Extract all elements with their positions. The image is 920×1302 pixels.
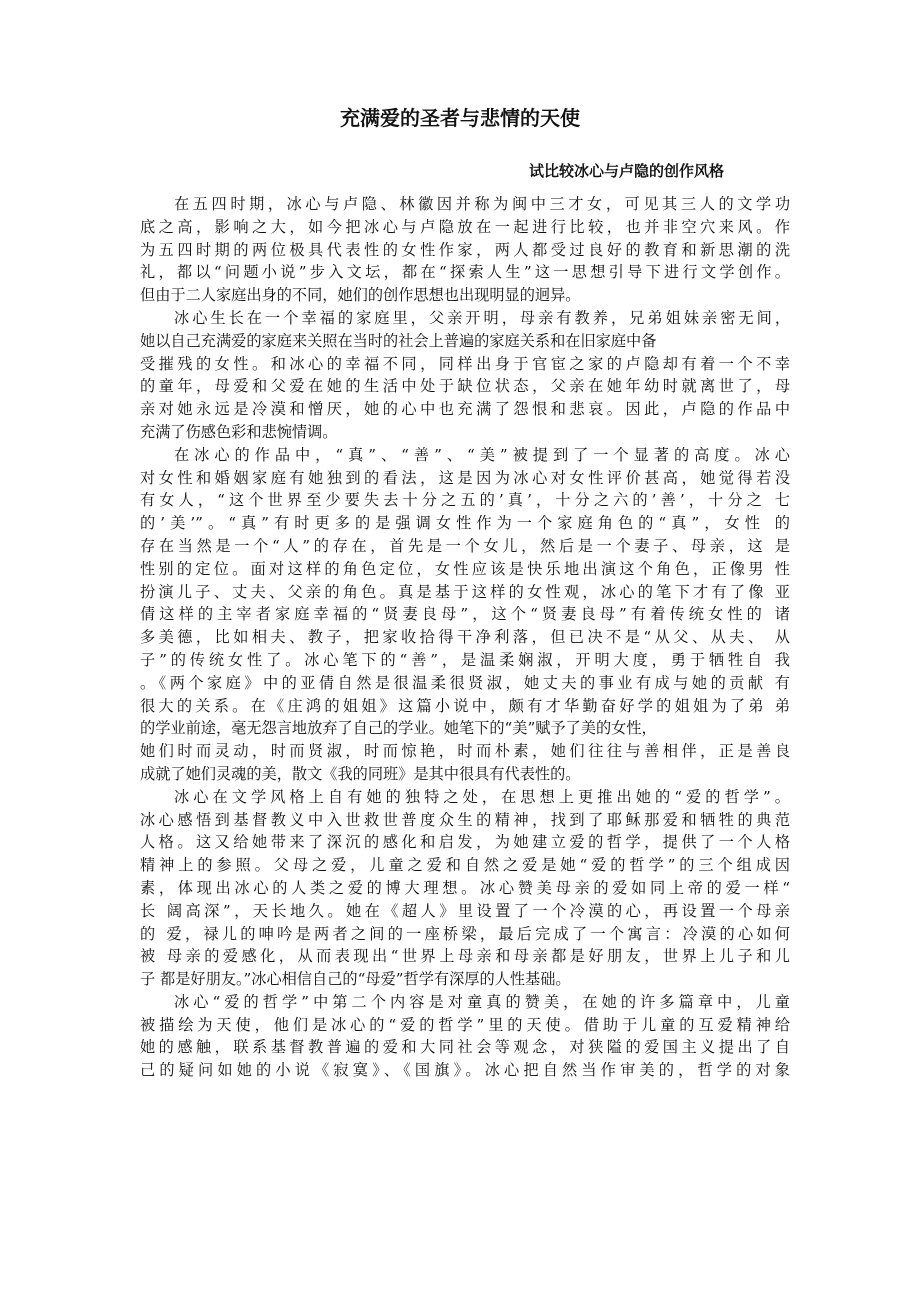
body-text-line: 冰心生长在一个幸福的家庭里，父亲开明，母亲有教养，兄弟姐妹亲密无间， [174, 308, 790, 327]
body-text-line: 素，体现出冰心的人类之爱的博大理想。冰心赞美母亲的爱如同上帝的爱一样“ [140, 878, 790, 897]
document-title: 充满爱的圣者与悲情的天使 [340, 106, 580, 130]
body-text-line: 己的疑问如她的小说《寂寞》、《国旗》。冰心把自然当作审美的，哲学的对象 [140, 1061, 790, 1080]
body-text-line: 多美德，比如相夫、教子，把家收拾得干净利落，但已决不是“从父、从夫、 从 [140, 628, 790, 647]
body-text-line: 底之高，影响之大，如今把冰心与卢隐放在一起进行比较，也并非空穴来风。作 [140, 217, 790, 236]
body-text-line: 冰心感悟到基督教义中入世救世普度众生的精神，找到了耶稣那爱和牺牲的典范 [140, 810, 790, 829]
body-text-line: 有女人，“这个世界至少要失去十分之五的’真’，十分之六的’善’，十分之 七 [140, 491, 790, 510]
body-text-line: 人格。这又给她带来了深沉的感化和启发，为她建立爱的哲学，提供了一个人格 [140, 833, 790, 852]
body-text-line: 冰心“爱的哲学”中第二个内容是对童真的赞美，在她的许多篇章中，儿童 [174, 992, 790, 1011]
body-text-line: 充满了伤感色彩和悲惋情调。 [140, 422, 338, 441]
body-text-line: 子”的传统女性了。冰心笔下的“善”，是温柔娴淑，开明大度，勇于牺牲自 我 [140, 650, 790, 669]
body-text-line: 被 母亲的爱感化，从而表现出“世界上母亲和母亲都是好朋友，世界上儿子和儿 [140, 947, 790, 966]
body-text-line: 在冰心的作品中，“真”、“善”、“美”被提到了一个显著的高度。冰心 [174, 445, 790, 464]
body-text-line: 的 爱，禄儿的呻吟是两者之间的一座桥梁，最后完成了一个寓言：冷漠的心如何 [140, 924, 790, 943]
body-text-line: 性别的定位。面对这样的角色定位，女性应该是快乐地出演这个角色，正像男 性 [140, 559, 790, 578]
body-text-line: 冰心在文学风格上自有她的独特之处，在思想上更推出她的“爱的哲学”。 [174, 787, 790, 806]
body-text-line: 长 阔高深”，天长地久。她在《超人》里设置了一个冷漠的心，再设置一个母亲 [140, 901, 790, 920]
body-text-line: 的’美’”。“真”有时更多的是强调女性作为一个家庭角色的“真”，女性 的 [140, 514, 790, 533]
body-text-line: 礼，都以“问题小说”步入文坛，都在“探索人生”这一思想引导下进行文学创作。 [140, 263, 790, 282]
body-text-line: 。《两个家庭》中的亚倩自然是很温柔很贤淑，她丈夫的事业有成与她的贡献 有 [140, 673, 790, 692]
body-text-line: 倩这样的主宰者家庭幸福的“贤妻良母”，这个“贤妻良母”有着传统女性的 诸 [140, 605, 790, 624]
body-text-line: 被描绘为天使，他们是冰心的“爱的哲学”里的天使。借助于儿童的互爱精神给 [140, 1015, 790, 1034]
document-body [140, 193, 790, 1082]
body-text-line: 受摧残的女性。和冰心的幸福不同，同样出身于官宦之家的卢隐却有着一个不幸 [140, 354, 790, 373]
body-text-line: 很大的关系。在《庄鸿的姐姐》这篇小说中，颇有才华勤奋好学的姐姐为了弟 弟 [140, 696, 790, 715]
body-text-line: 子 都是好朋友。”冰心相信自己的“母爱”哲学有深厚的人性基础。 [140, 970, 571, 989]
body-text-line: 她以自己充满爱的家庭来关照在当时的社会上普遍的家庭关系和在旧家庭中备 [140, 331, 657, 350]
body-text-line: 扮演儿子、丈夫、父亲的角色。真是基于这样的女性观，冰心的笔下才有了像 亚 [140, 582, 790, 601]
body-text-line: 她的感触，联系基督教普遍的爱和大同社会等观念，对狭隘的爱国主义提出了自 [140, 1038, 790, 1057]
body-text-line: 存在当然是一个“人”的存在，首先是一个女儿，然后是一个妻子、母亲，这 是 [140, 536, 790, 555]
document-subtitle: 试比较冰心与卢隐的创作风格 [529, 162, 725, 180]
body-text-line: 的学业前途，毫无怨言地放弃了自己的学业。她笔下的“美”赋予了美的女性， [140, 719, 657, 738]
body-text-line: 精神上的参照。父母之爱，儿童之爱和自然之爱是她“爱的哲学”的三个组成因 [140, 856, 790, 875]
body-text-line: 成就了她们灵魂的美，散文《我的同班》是其中很具有代表性的。 [140, 764, 581, 783]
body-text-line: 对女性和婚姻家庭有她独到的看法，这是因为冰心对女性评价甚高，她觉得若没 [140, 468, 790, 487]
body-text-line: 的童年，母爱和父爱在她的生活中处于缺位状态，父亲在她年幼时就离世了，母 [140, 377, 790, 396]
body-text-line: 但由于二人家庭出身的不同，她们的创作思想也出现明显的迥异。 [140, 286, 581, 305]
body-text-line: 为五四时期的两位极具代表性的女性作家，两人都受过良好的教育和新思潮的洗 [140, 240, 790, 259]
body-text-line: 在五四时期，冰心与卢隐、林徽因并称为闽中三才女，可见其三人的文学功 [174, 195, 790, 213]
body-text-line: 她们时而灵动，时而贤淑，时而惊艳，时而朴素，她们往往与善相伴，正是善良 [140, 742, 790, 761]
body-text-line: 亲对她永远是冷漠和憎厌，她的心中也充满了怨恨和悲哀。因此，卢隐的作品中 [140, 400, 790, 419]
